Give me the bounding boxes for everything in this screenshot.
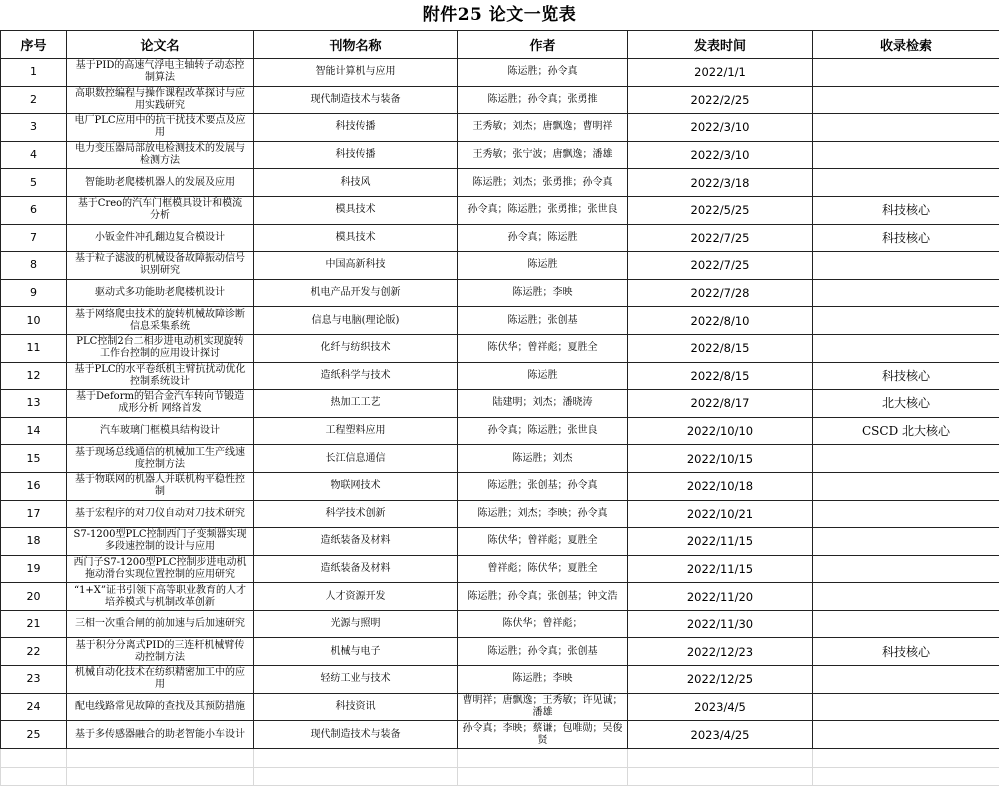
cell-index[interactable]	[813, 666, 999, 694]
cell-journal[interactable]: 智能计算机与应用	[254, 59, 458, 87]
cell-journal[interactable]: 现代制造技术与装备	[254, 721, 458, 749]
cell-no[interactable]: 19	[1, 555, 67, 583]
cell-authors[interactable]: 孙令真；陈运胜	[458, 224, 628, 252]
cell-no[interactable]: 22	[1, 638, 67, 666]
empty-row	[1, 767, 999, 785]
empty-cell[interactable]	[628, 767, 813, 785]
cell-index[interactable]	[813, 59, 999, 87]
cell-no[interactable]: 25	[1, 721, 67, 749]
empty-cell[interactable]	[813, 748, 999, 767]
cell-index[interactable]	[813, 114, 999, 142]
empty-cell[interactable]	[628, 748, 813, 767]
cell-authors[interactable]: 陈运胜；孙令真	[458, 59, 628, 87]
table-row	[1, 500, 999, 528]
cell-journal[interactable]: 轻纺工业与技术	[254, 666, 458, 694]
table-row	[1, 362, 999, 390]
table-row	[1, 141, 999, 169]
cell-no[interactable]: 9	[1, 279, 67, 307]
cell-title[interactable]: 小钣金件冲孔翻边复合模设计	[67, 224, 254, 252]
cell-no[interactable]: 11	[1, 334, 67, 362]
cell-index[interactable]	[813, 307, 999, 335]
cell-authors[interactable]: 陈伏华；曾祥彪；夏胜全	[458, 334, 628, 362]
table-row	[1, 390, 999, 418]
cell-journal[interactable]: 化纤与纺织技术	[254, 334, 458, 362]
cell-authors[interactable]: 陈运胜；刘杰；李映；孙令真	[458, 500, 628, 528]
cell-date[interactable]: 2022/3/10	[628, 141, 813, 169]
cell-index[interactable]	[813, 279, 999, 307]
cell-index[interactable]	[813, 528, 999, 556]
table-row	[1, 693, 999, 721]
cell-date[interactable]: 2022/10/10	[628, 417, 813, 445]
cell-journal[interactable]: 热加工工艺	[254, 390, 458, 418]
table-row	[1, 445, 999, 473]
empty-cell[interactable]	[458, 767, 628, 785]
table-row	[1, 334, 999, 362]
table-row	[1, 196, 999, 224]
table-row	[1, 583, 999, 611]
cell-journal[interactable]: 人才资源开发	[254, 583, 458, 611]
cell-journal[interactable]: 工程塑料应用	[254, 417, 458, 445]
cell-date[interactable]: 2022/7/28	[628, 279, 813, 307]
cell-authors[interactable]: 陈运胜；张创基	[458, 307, 628, 335]
cell-no[interactable]: 17	[1, 500, 67, 528]
cell-index[interactable]	[813, 141, 999, 169]
cell-journal[interactable]: 物联网技术	[254, 472, 458, 500]
cell-authors[interactable]: 陈运胜；李映	[458, 279, 628, 307]
table-row	[1, 169, 999, 197]
cell-index[interactable]	[813, 583, 999, 611]
cell-no[interactable]: 1	[1, 59, 67, 87]
cell-index[interactable]	[813, 252, 999, 280]
cell-title[interactable]: 基于PID的高速气浮电主轴转子动态控制算法	[67, 59, 254, 87]
table-body	[1, 59, 999, 786]
cell-authors[interactable]: 王秀敏；张宁波；唐飘逸；潘雄	[458, 141, 628, 169]
table-row	[1, 555, 999, 583]
cell-index[interactable]	[813, 445, 999, 473]
cell-no[interactable]: 12	[1, 362, 67, 390]
cell-authors[interactable]: 陈运胜；孙令真；张勇推	[458, 86, 628, 114]
cell-journal[interactable]: 科技传播	[254, 141, 458, 169]
papers-table	[0, 30, 999, 786]
cell-no[interactable]: 5	[1, 169, 67, 197]
cell-no[interactable]: 15	[1, 445, 67, 473]
cell-title[interactable]: 配电线路常见故障的查找及其预防措施	[67, 693, 254, 721]
cell-index[interactable]	[813, 334, 999, 362]
table-row	[1, 252, 999, 280]
cell-no[interactable]: 8	[1, 252, 67, 280]
cell-no[interactable]: 20	[1, 583, 67, 611]
cell-date[interactable]: 2022/11/30	[628, 610, 813, 638]
cell-index[interactable]	[813, 721, 999, 749]
cell-index[interactable]: 科技核心	[813, 638, 999, 666]
cell-authors[interactable]: 陈运胜；孙令真；张创基	[458, 638, 628, 666]
cell-title[interactable]: 基于Deform的铝合金汽车转向节锻造成形分析 网络首发	[67, 390, 254, 418]
cell-title[interactable]: 基于积分分离式PID的三连杆机械臂传动控制方法	[67, 638, 254, 666]
cell-index[interactable]: 科技核心	[813, 362, 999, 390]
cell-date[interactable]: 2022/1/1	[628, 59, 813, 87]
cell-date[interactable]: 2022/12/25	[628, 666, 813, 694]
cell-index[interactable]	[813, 693, 999, 721]
cell-journal[interactable]: 现代制造技术与装备	[254, 86, 458, 114]
cell-no[interactable]: 23	[1, 666, 67, 694]
cell-journal[interactable]: 光源与照明	[254, 610, 458, 638]
cell-title[interactable]: 基于粒子滤波的机械设备故障振动信号识别研究	[67, 252, 254, 280]
cell-index[interactable]	[813, 472, 999, 500]
cell-journal[interactable]: 中国高新科技	[254, 252, 458, 280]
cell-journal[interactable]: 科技传播	[254, 114, 458, 142]
empty-cell[interactable]	[67, 748, 254, 767]
cell-title[interactable]: 智能助老爬楼机器人的发展及应用	[67, 169, 254, 197]
cell-title[interactable]: 基于Creo的汽车门框模具设计和模流分析	[67, 196, 254, 224]
cell-title[interactable]: 机械自动化技术在纺织精密加工中的应用	[67, 666, 254, 694]
cell-journal[interactable]: 机电产品开发与创新	[254, 279, 458, 307]
cell-index[interactable]	[813, 555, 999, 583]
cell-journal[interactable]: 科学技术创新	[254, 500, 458, 528]
cell-date[interactable]: 2022/12/23	[628, 638, 813, 666]
cell-journal[interactable]: 模具技术	[254, 224, 458, 252]
table-row	[1, 528, 999, 556]
cell-title[interactable]: 基于多传感器融合的助老智能小车设计	[67, 721, 254, 749]
cell-date[interactable]: 2022/5/25	[628, 196, 813, 224]
empty-cell[interactable]	[254, 767, 458, 785]
cell-date[interactable]: 2022/7/25	[628, 224, 813, 252]
table-row	[1, 114, 999, 142]
cell-authors[interactable]: 陈运胜；孙令真；张创基；钟文浩	[458, 583, 628, 611]
table-row	[1, 638, 999, 666]
cell-authors[interactable]: 陈运胜；张创基；孙令真	[458, 472, 628, 500]
cell-title[interactable]: 三相一次重合闸的前加速与后加速研究	[67, 610, 254, 638]
table-row	[1, 721, 999, 749]
header-index[interactable]: 收录检索	[813, 31, 999, 59]
cell-no[interactable]: 4	[1, 141, 67, 169]
cell-no[interactable]: 7	[1, 224, 67, 252]
table-row	[1, 417, 999, 445]
header-title[interactable]: 论文名	[67, 31, 254, 59]
cell-title[interactable]: PLC控制2台二相步进电动机实现旋转工作台控制的应用设计探讨	[67, 334, 254, 362]
cell-authors[interactable]: 陈伏华；曾祥彪；	[458, 610, 628, 638]
cell-index[interactable]	[813, 86, 999, 114]
cell-no[interactable]: 24	[1, 693, 67, 721]
cell-authors[interactable]: 孙令真；李映；蔡谦；包唯勋；吴俊贤	[458, 721, 628, 749]
cell-title[interactable]: 基于物联网的机器人并联机构平稳性控制	[67, 472, 254, 500]
empty-row	[1, 748, 999, 767]
empty-cell[interactable]	[813, 767, 999, 785]
cell-date[interactable]: 2022/2/25	[628, 86, 813, 114]
cell-journal[interactable]: 长江信息通信	[254, 445, 458, 473]
cell-no[interactable]: 18	[1, 528, 67, 556]
cell-date[interactable]: 2022/3/10	[628, 114, 813, 142]
cell-no[interactable]: 2	[1, 86, 67, 114]
cell-no[interactable]: 16	[1, 472, 67, 500]
cell-date[interactable]: 2022/11/15	[628, 555, 813, 583]
cell-authors[interactable]: 王秀敏；刘杰；唐飘逸；曹明祥	[458, 114, 628, 142]
cell-index[interactable]: CSCD 北大核心	[813, 417, 999, 445]
cell-date[interactable]: 2022/8/17	[628, 390, 813, 418]
empty-cell[interactable]	[67, 767, 254, 785]
table-row	[1, 279, 999, 307]
header-row	[1, 31, 999, 59]
cell-date[interactable]: 2022/3/18	[628, 169, 813, 197]
cell-journal[interactable]: 机械与电子	[254, 638, 458, 666]
cell-journal[interactable]: 科技资讯	[254, 693, 458, 721]
cell-journal[interactable]: 造纸装备及材料	[254, 555, 458, 583]
table-row	[1, 86, 999, 114]
empty-cell[interactable]	[1, 748, 67, 767]
cell-title[interactable]: S7-1200型PLC控制西门子变频器实现多段速控制的设计与应用	[67, 528, 254, 556]
cell-date[interactable]: 2023/4/25	[628, 721, 813, 749]
header-date[interactable]: 发表时间	[628, 31, 813, 59]
cell-title[interactable]: 基于网络爬虫技术的旋转机械故障诊断信息采集系统	[67, 307, 254, 335]
cell-authors[interactable]: 陈伏华；曾祥彪；夏胜全	[458, 528, 628, 556]
cell-authors[interactable]: 陆建明；刘杰；潘晓涛	[458, 390, 628, 418]
cell-date[interactable]: 2022/10/15	[628, 445, 813, 473]
cell-title[interactable]: 西门子S7-1200型PLC控制步进电动机拖动滑台实现位置控制的应用研究	[67, 555, 254, 583]
cell-authors[interactable]: 曹明祥；唐飘逸；王秀敏；许见诚；潘雄	[458, 693, 628, 721]
cell-title[interactable]: 汽车玻璃门框模具结构设计	[67, 417, 254, 445]
cell-title[interactable]: “1+X”证书引领下高等职业教育的人才培养模式与机制改革创新	[67, 583, 254, 611]
empty-cell[interactable]	[458, 748, 628, 767]
cell-date[interactable]: 2022/8/15	[628, 362, 813, 390]
table-row	[1, 610, 999, 638]
cell-authors[interactable]: 孙令真；陈运胜；张勇推；张世良	[458, 196, 628, 224]
cell-journal[interactable]: 科技风	[254, 169, 458, 197]
cell-date[interactable]: 2022/10/18	[628, 472, 813, 500]
table-row	[1, 472, 999, 500]
cell-index[interactable]: 科技核心	[813, 224, 999, 252]
cell-journal[interactable]: 信息与电脑(理论版)	[254, 307, 458, 335]
cell-title[interactable]: 电力变压器局部放电检测技术的发展与检测方法	[67, 141, 254, 169]
cell-no[interactable]: 14	[1, 417, 67, 445]
cell-date[interactable]: 2023/4/5	[628, 693, 813, 721]
header-no[interactable]: 序号	[1, 31, 67, 59]
cell-authors[interactable]: 陈运胜	[458, 252, 628, 280]
cell-authors[interactable]: 陈运胜；刘杰	[458, 445, 628, 473]
cell-date[interactable]: 2022/8/10	[628, 307, 813, 335]
cell-authors[interactable]: 陈运胜；刘杰；张勇推；孙令真	[458, 169, 628, 197]
cell-title[interactable]: 电厂PLC应用中的抗干扰技术要点及应用	[67, 114, 254, 142]
cell-authors[interactable]: 曾祥彪；陈伏华；夏胜全	[458, 555, 628, 583]
cell-no[interactable]: 3	[1, 114, 67, 142]
table-row	[1, 59, 999, 87]
cell-journal[interactable]: 造纸科学与技术	[254, 362, 458, 390]
cell-index[interactable]	[813, 169, 999, 197]
cell-no[interactable]: 6	[1, 196, 67, 224]
cell-journal[interactable]: 造纸装备及材料	[254, 528, 458, 556]
cell-no[interactable]: 10	[1, 307, 67, 335]
empty-cell[interactable]	[254, 748, 458, 767]
cell-date[interactable]: 2022/7/25	[628, 252, 813, 280]
cell-date[interactable]: 2022/11/20	[628, 583, 813, 611]
cell-no[interactable]: 13	[1, 390, 67, 418]
cell-title[interactable]: 高职数控编程与操作课程改革探讨与应用实践研究	[67, 86, 254, 114]
cell-index[interactable]: 北大核心	[813, 390, 999, 418]
cell-title[interactable]: 驱动式多功能助老爬楼机设计	[67, 279, 254, 307]
cell-date[interactable]: 2022/10/21	[628, 500, 813, 528]
header-authors[interactable]: 作者	[458, 31, 628, 59]
cell-title[interactable]: 基于PLC的水平卷纸机主臂抗扰动优化控制系统设计	[67, 362, 254, 390]
cell-index[interactable]	[813, 500, 999, 528]
table-row	[1, 224, 999, 252]
cell-authors[interactable]: 陈运胜；李映	[458, 666, 628, 694]
cell-date[interactable]: 2022/8/15	[628, 334, 813, 362]
cell-date[interactable]: 2022/11/15	[628, 528, 813, 556]
cell-index[interactable]	[813, 610, 999, 638]
cell-title[interactable]: 基于现场总线通信的机械加工生产线速度控制方法	[67, 445, 254, 473]
cell-title[interactable]: 基于宏程序的对刀仪自动对刀技术研究	[67, 500, 254, 528]
cell-no[interactable]: 21	[1, 610, 67, 638]
cell-authors[interactable]: 陈运胜	[458, 362, 628, 390]
header-journal[interactable]: 刊物名称	[254, 31, 458, 59]
cell-authors[interactable]: 孙令真；陈运胜；张世良	[458, 417, 628, 445]
table-row	[1, 307, 999, 335]
table-row	[1, 666, 999, 694]
empty-cell[interactable]	[1, 767, 67, 785]
page-title: 附件25 论文一览表	[422, 5, 577, 25]
cell-journal[interactable]: 模具技术	[254, 196, 458, 224]
cell-index[interactable]: 科技核心	[813, 196, 999, 224]
